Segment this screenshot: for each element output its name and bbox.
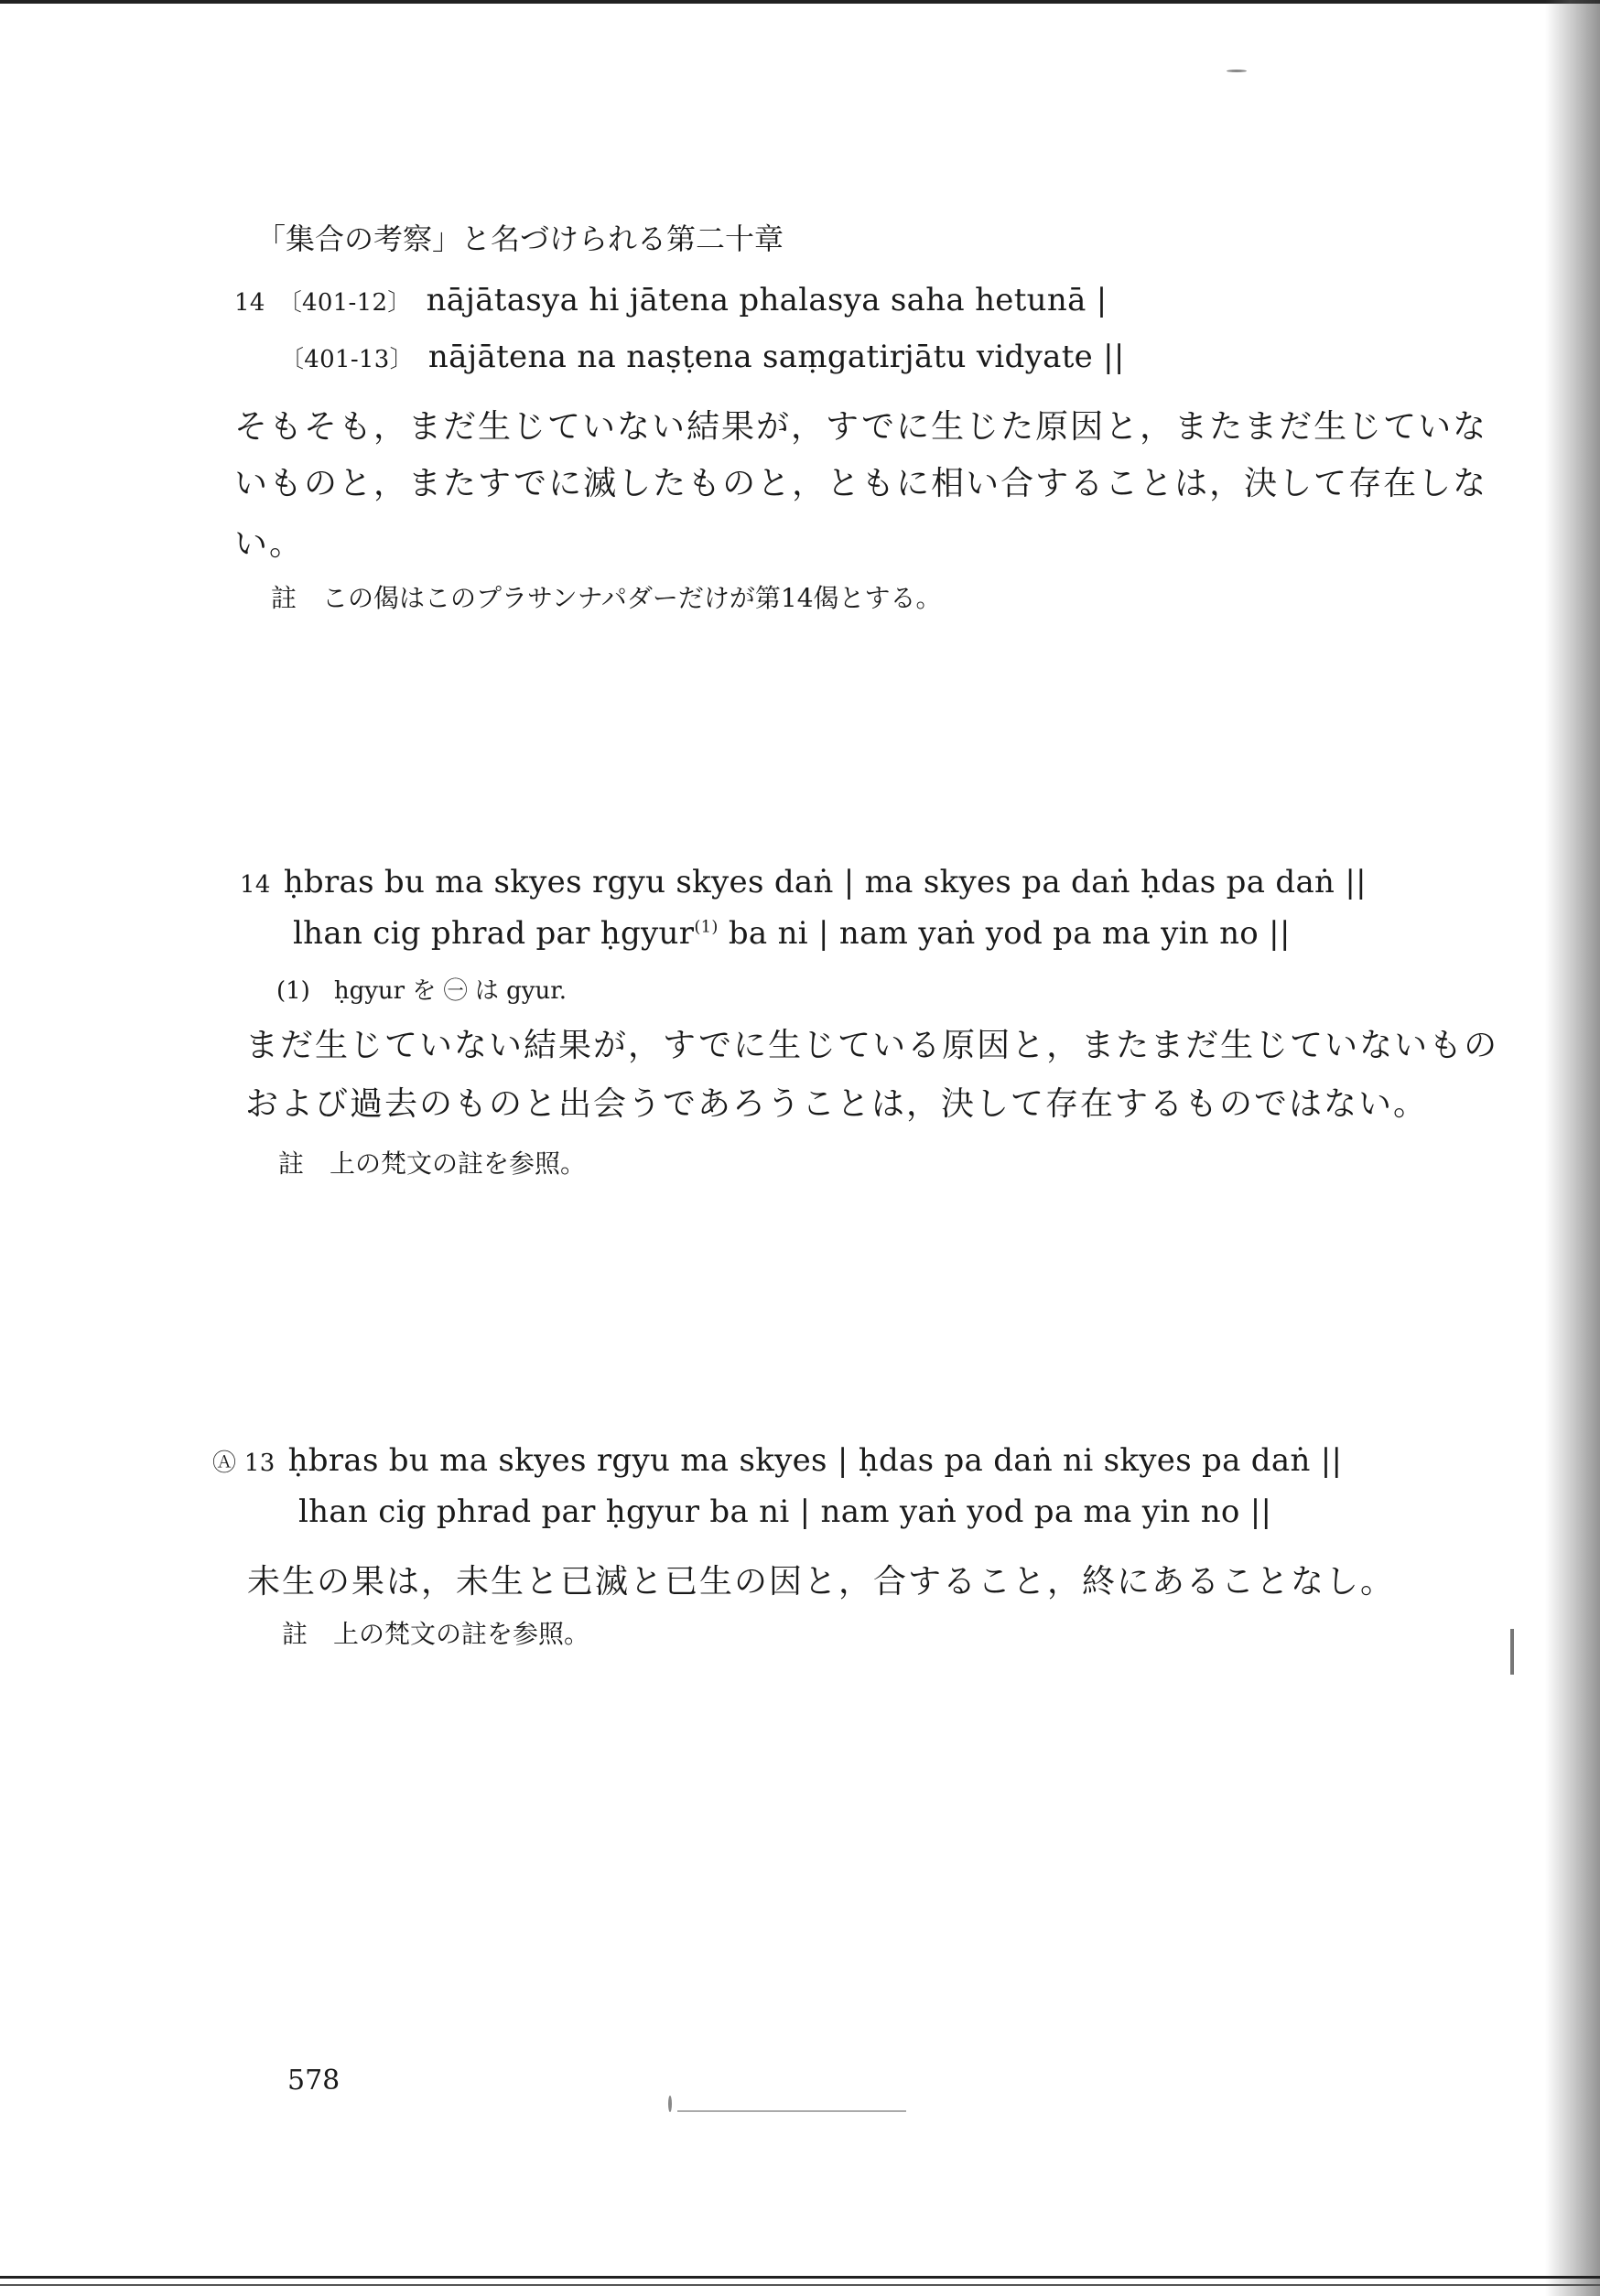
sanskrit-translation-line-1: そもそも，まだ生じていない結果が，すでに生じた原因と，またまだ生じていな [234, 408, 1488, 446]
page-number: 578 [287, 2064, 341, 2097]
verse-text: nājātena na naṣṭena saṃgatirjātu vidyate || [427, 339, 1125, 375]
tibetan-footnote: (1) ḥgyur を ㊀ は gyur. [276, 977, 568, 1005]
scan-bottom-rule [0, 2276, 1600, 2279]
akutobhaya-note: 註 上の梵文の註を参照。 [282, 1619, 590, 1649]
verse-text: lhan cig phrad par ḥgyur [293, 915, 695, 952]
scan-bottom-rule-thin [0, 2284, 1600, 2286]
akutobhaya-verse-line-2 [298, 1493, 1271, 1530]
scan-shadow-edge [1545, 0, 1600, 2296]
tibetan-translation-line-2: および過去のものと出会うであろうことは，決して存在するものではない。 [245, 1085, 1429, 1123]
sanskrit-note: 註 この偈はこのプラサンナパダーだけが第14偈とする。 [271, 583, 942, 613]
verse-text: nājātasya hi jātena phalasya saha hetunā | [426, 282, 1108, 318]
sanskrit-verse-line-1 [234, 282, 1108, 318]
verse-text: ḥbras bu ma skyes rgyu ma skyes | ḥdas pa daṅ ni skyes pa daṅ || [287, 1442, 1343, 1479]
footnote-marker: (1) [694, 917, 719, 937]
scan-speck [668, 2096, 672, 2112]
sanskrit-translation-line-2: いものと，またすでに滅したものと，ともに相い合することは，決して存在しな [234, 465, 1488, 502]
tibetan-verse-line-2 [293, 915, 1291, 952]
scan-speck [1227, 70, 1247, 72]
verse-text: ḥbras bu ma skyes rgyu skyes daṅ | ma skyes pa daṅ ḥdas pa daṅ || [283, 864, 1367, 900]
scan-top-rule [0, 0, 1600, 4]
verse-reference: 〔401-13〕 [280, 346, 414, 373]
tibetan-translation-line-1: まだ生じていない結果が，すでに生じている原因と，またまだ生じていないもの [245, 1027, 1499, 1064]
verse-reference: 〔401-12〕 [277, 289, 412, 317]
akutobhaya-verse-line-1 [212, 1442, 1342, 1479]
verse-text: ba ni | nam yaṅ yod pa ma yin no || [718, 915, 1291, 952]
scan-speck [677, 2110, 906, 2112]
scan-speck [1510, 1629, 1514, 1675]
tibetan-verse-line-1 [240, 864, 1367, 900]
akutobhaya-translation: 未生の果は，未生と已滅と已生の因と，合すること，終にあることなし。 [247, 1563, 1396, 1601]
sanskrit-translation-line-3: い。 [234, 525, 305, 563]
verse-number: Ⓐ 13 [212, 1450, 276, 1477]
verse-number: 14 [240, 871, 271, 899]
verse-number: 14 [234, 289, 265, 317]
chapter-title: 「集合の考察」と名づけられる第二十章 [256, 221, 784, 256]
sanskrit-verse-line-2 [280, 339, 1125, 375]
tibetan-note: 註 上の梵文の註を参照。 [278, 1148, 587, 1179]
verse-text: lhan cig phrad par ḥgyur ba ni | nam yaṅ yod pa ma yin no || [298, 1493, 1272, 1530]
